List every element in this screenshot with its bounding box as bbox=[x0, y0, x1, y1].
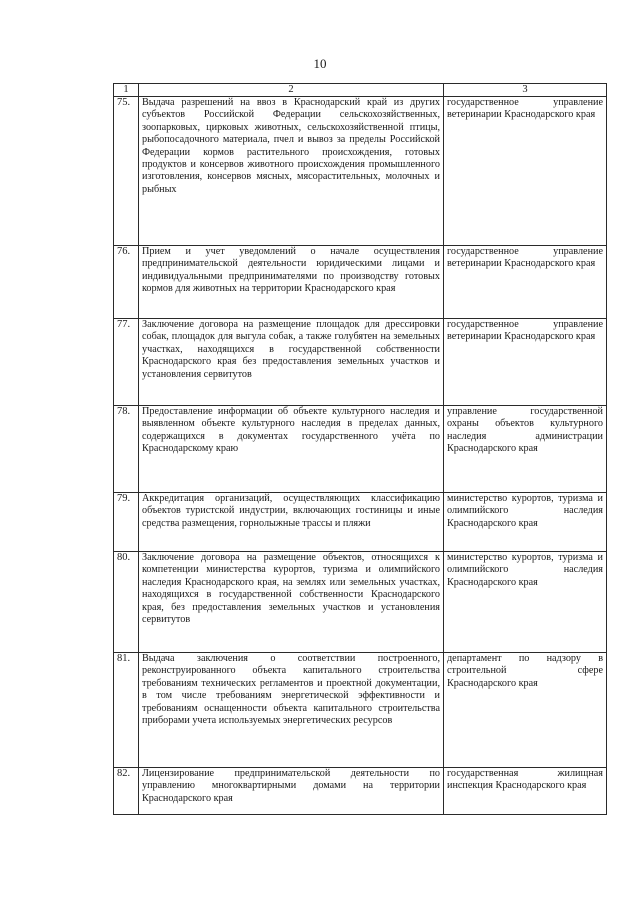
row-number: 82. bbox=[114, 768, 139, 815]
responsible-authority: министерство курортов, туризма и олимпийского наследия Краснодарского края bbox=[444, 493, 607, 552]
service-description: Аккредитация организаций, осуществляющих классификацию объектов туристской индустрии, включающих гостиницы и иные средства размещения, горнолыжные трассы и пляжи bbox=[139, 493, 444, 552]
column-header-number: 1 bbox=[114, 84, 139, 97]
responsible-authority: государственная жилищная инспекция Краснодарского края bbox=[444, 768, 607, 815]
service-description: Прием и учет уведомлений о начале осуществления предпринимательской деятельности юридическими лицами и индивидуальными предпринимателями по производству готовых кормов для животных на территории Краснодарского края bbox=[139, 246, 444, 319]
table-row bbox=[114, 653, 607, 768]
service-description: Предоставление информации об объекте культурного наследия и выявленном объекте культурного наследия в пределах данных, содержащихся в документах государственного учёта по Краснодарскому краю bbox=[139, 406, 444, 493]
table-row bbox=[114, 768, 607, 815]
table-row bbox=[114, 493, 607, 552]
service-description: Заключение договора на размещение объектов, относящихся к компетенции министерства курортов, туризма и олимпийского наследия Краснодарского края, на землях или земельных участках, находящихся в государственной собственности Краснодарского края, без предоставления земельных участков и установления сервитутов bbox=[139, 552, 444, 653]
table-row bbox=[114, 97, 607, 246]
row-number: 76. bbox=[114, 246, 139, 319]
row-number: 77. bbox=[114, 319, 139, 406]
service-description: Заключение договора на размещение площадок для дрессировки собак, площадок для выгула собак, а также голубятен на земельных участках, находящихся в государственной собственности Краснодарского края без предоставления земельных участков и установления сервитутов bbox=[139, 319, 444, 406]
services-table bbox=[113, 83, 607, 815]
responsible-authority: управление государственной охраны объектов культурного наследия администрации Краснодарского края bbox=[444, 406, 607, 493]
row-number: 75. bbox=[114, 97, 139, 246]
column-header-authority: 3 bbox=[444, 84, 607, 97]
table-row bbox=[114, 552, 607, 653]
service-description: Лицензирование предпринимательской деятельности по управлению многоквартирными домами на территории Краснодарского края bbox=[139, 768, 444, 815]
table-row bbox=[114, 246, 607, 319]
service-description: Выдача заключения о соответствии построенного, реконструированного объекта капитального строительства требованиям технических регламентов и проектной документации, в том числе требованиям энергетической эффективности и требованиям оснащенности объекта капитального строительства приборами учета используемых энергетических ресурсов bbox=[139, 653, 444, 768]
responsible-authority: государственное управление ветеринарии Краснодарского края bbox=[444, 319, 607, 406]
row-number: 79. bbox=[114, 493, 139, 552]
table-row bbox=[114, 406, 607, 493]
responsible-authority: государственное управление ветеринарии Краснодарского края bbox=[444, 246, 607, 319]
row-number: 81. bbox=[114, 653, 139, 768]
responsible-authority: департамент по надзору в строительной сфере Краснодарского края bbox=[444, 653, 607, 768]
row-number: 78. bbox=[114, 406, 139, 493]
table-row bbox=[114, 319, 607, 406]
column-header-service: 2 bbox=[139, 84, 444, 97]
service-description: Выдача разрешений на ввоз в Краснодарский край из других субъектов Российской Федерации сельскохозяйственных, зоопарковых, цирковых животных, сельскохозяйственной птицы, рыбопосадочного материала, пчел и вывоз за пределы Российской Федерации кормов растительного происхождения, готовых продуктов и консервов животного происхождения промышленного изготовления, консервов мясных, мясорастительных, молочных и рыбных bbox=[139, 97, 444, 246]
table-header-row bbox=[114, 84, 607, 97]
responsible-authority: государственное управление ветеринарии Краснодарского края bbox=[444, 97, 607, 246]
responsible-authority: министерство курортов, туризма и олимпийского наследия Краснодарского края bbox=[444, 552, 607, 653]
page-number: 10 bbox=[313, 56, 327, 71]
row-number: 80. bbox=[114, 552, 139, 653]
